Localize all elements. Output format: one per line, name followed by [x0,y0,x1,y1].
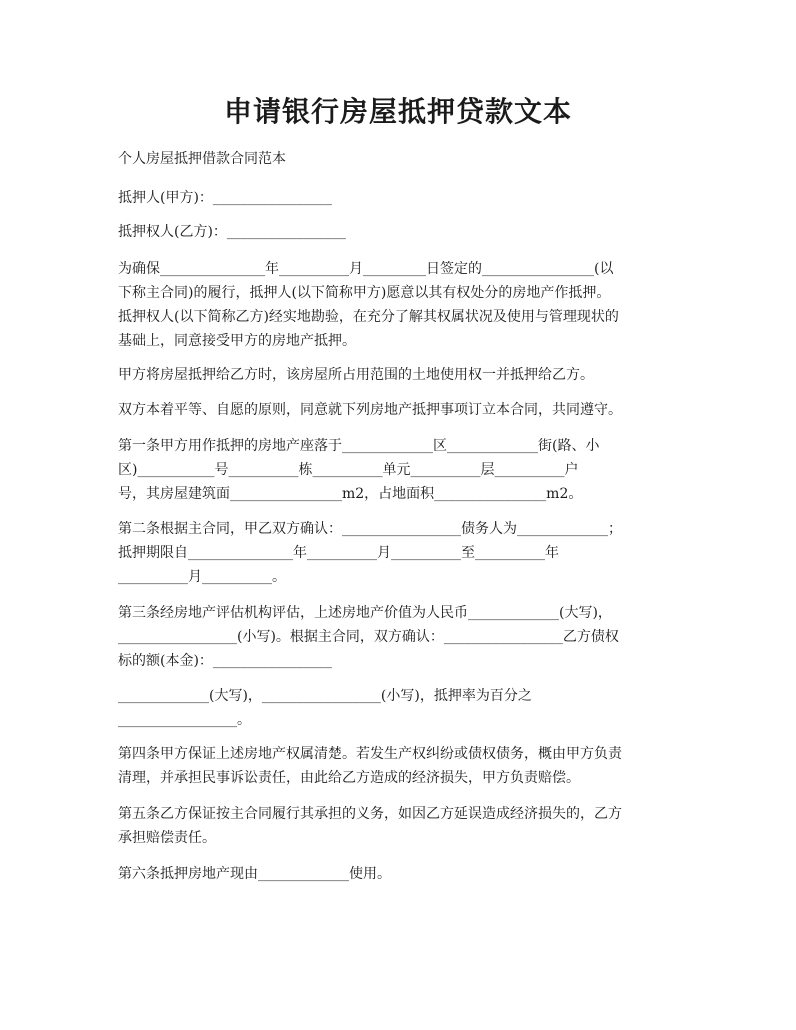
party-b-line: 抵押权人(乙方)：_________________ [118,224,346,240]
article-line: 清理，并承担民事诉讼责任，由此给乙方造成的经济损失，甲方负责赔偿。 [118,770,580,786]
intro-line: 为确保_______________年__________月_________日签定的________________(以 [118,261,614,277]
intro-line: 基础上，同意接受甲方的房地产抵押。 [118,333,356,349]
article-line: 抵押期限自_______________年__________月__________至__________年 [118,545,559,561]
article-line: 第一条甲方用作抵押的房地产座落于_____________区_____________街(路、小 [118,438,600,454]
party-a-line: 抵押人(甲方)：_________________ [118,190,332,206]
article-line: 第五条乙方保证按主合同履行其承担的义务，如因乙方延误造成经济损失的，乙方 [118,806,622,822]
article-3-continued [118,684,684,732]
article-line: 区)___________号__________栋__________单元__________层__________户 [118,462,579,478]
article-5 [118,802,684,850]
article-6: 第六条抵押房地产现由_____________使用。 [118,866,391,882]
article-1 [118,434,684,506]
document-subtitle: 个人房屋抵押借款合同范本 [118,151,286,167]
intro-line: 下称主合同)的履行，抵押人(以下简称甲方)愿意以其有权处分的房地产作抵押。 [118,285,611,301]
intro-line: 抵押权人(以下简称乙方)经实地勘验，在充分了解其权属状况及使用与管理现状的 [118,309,619,325]
article-2 [118,517,684,589]
article-3 [118,601,684,673]
article-line: __________月__________。 [118,569,286,585]
article-line: _____________(大写)，_________________(小写)，抵押率为百分之 [118,688,532,704]
article-line: 标的额(本金)：_________________ [118,653,332,669]
document-title: 申请银行房屋抵押贷款文本 [223,95,572,128]
article-line: _________________(小写)。根据主合同，双方确认：_________________乙方债权 [118,629,619,645]
article-4 [118,742,684,790]
land-use-paragraph: 甲方将房屋抵押给乙方时，该房屋所占用范围的土地使用权一并抵押给乙方。 [118,367,594,383]
article-line: 第四条甲方保证上述房地产权属清楚。若发生产权纠纷或债权债务，概由甲方负责 [118,746,622,762]
article-line: 第三条经房地产评估机构评估，上述房地产价值为人民币_____________(大写)， [118,605,612,621]
article-line: 承担赔偿责任。 [118,830,216,846]
article-line: 第二条根据主合同，甲乙双方确认：_________________债务人为_____________； [118,521,622,537]
article-line: 号，其房屋建筑面________________m2，占地面积________________m2。 [118,486,583,502]
principle-paragraph: 双方本着平等、自愿的原则，同意就下列房地产抵押事项订立本合同，共同遵守。 [118,402,622,418]
article-line: _________________。 [118,712,251,728]
intro-paragraph [118,257,684,353]
